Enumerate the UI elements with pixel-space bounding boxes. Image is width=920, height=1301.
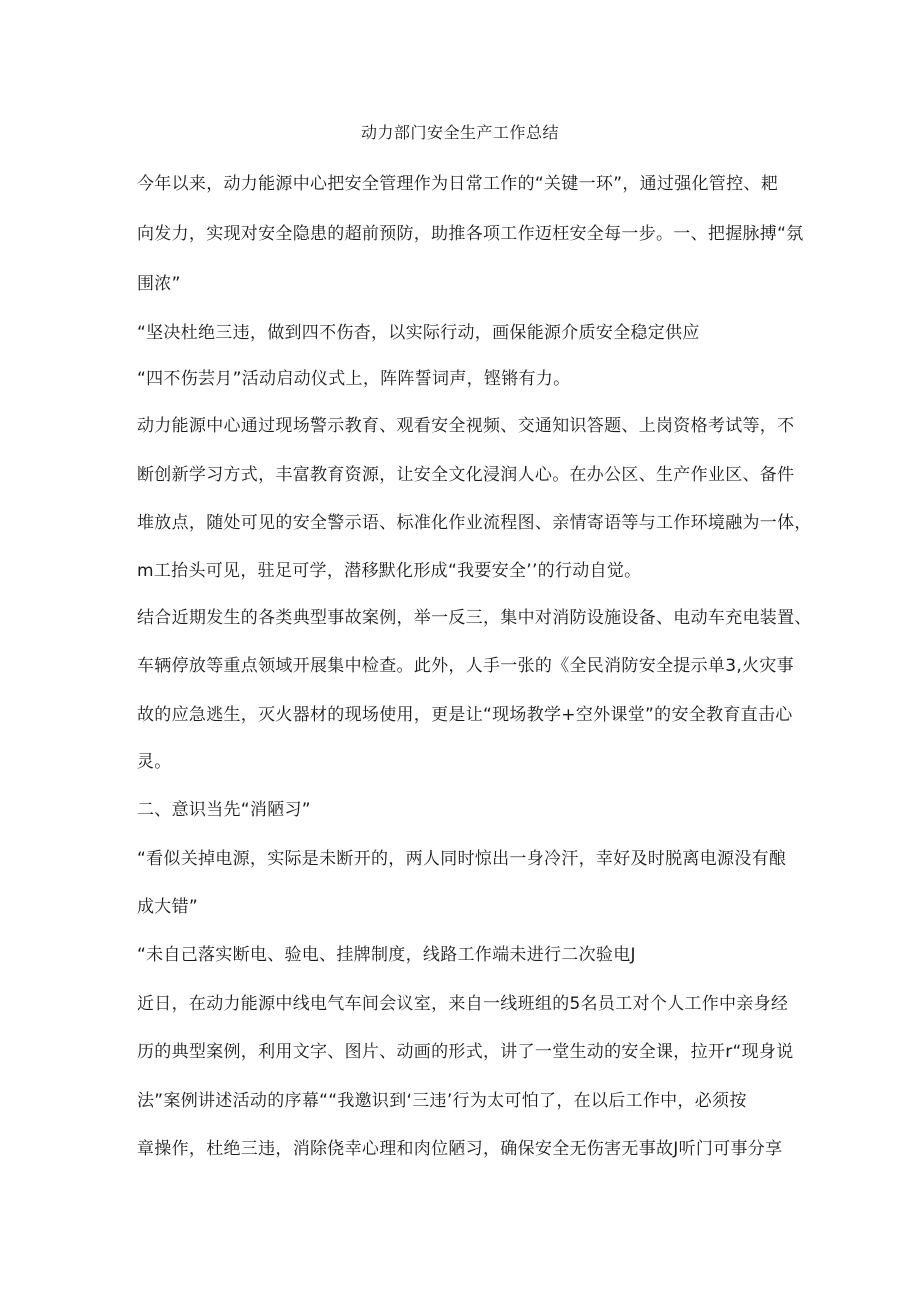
text-line: “坚决杜绝三违，做到四不伤杳，以实际行动，画保能源介质安全稳定供应 <box>137 323 700 343</box>
text-line: 章操作，杜绝三违，消除侥幸心理和肉位陋习，确保安全无伤害无事故J听门可事分享 <box>137 1139 783 1159</box>
text-line: “四不伤芸月”活动启动仪式上，阵阵誓词声，铿锵有力。 <box>137 369 571 389</box>
text-line: 车辆停放等重点领域开展集中检查。此外，人手一张的《全民消防安全提示单3,火灾事 <box>137 656 794 676</box>
text-line: 向发力，实现对安全隐患的超前预防，助推各项工作迈枉安全每一步。一、把握脉搏“氛 <box>137 224 804 244</box>
text-line: 法”案例讲述活动的序幕““我邀识到‘三违’行为太可怕了，在以后工作中，必须按 <box>137 1091 747 1111</box>
text-line: “看似关掉电源，实际是未断开的，两人同时惊出一身冷汗，幸好及时脱离电源没有酿 <box>137 849 787 869</box>
text-line: 灵。 <box>137 752 172 772</box>
section-heading: 二、意识当先“消陋习” <box>137 800 311 820</box>
text-line: m工抬头可见，驻足可学，潜移默化形成“我要安全’’的行动自觉。 <box>137 561 642 581</box>
text-line: “未自己落实断电、验电、挂牌制度，线路工作端未进行二次验电J <box>137 945 636 965</box>
text-line: 近日，在动力能源中线电气车间会议室，来自一线班组的5名员工对个人工作中亲身经 <box>137 994 789 1014</box>
text-line: 断创新学习方式，丰富教育资源，让安全文化浸润人心。在办公区、生产作业区、备件 <box>137 465 795 485</box>
text-line: 围浓” <box>137 274 181 294</box>
text-line: 历的典型案例，利用文字、图片、动画的形式，讲了一堂生动的安全课，拉开r“现身说 <box>137 1042 794 1062</box>
text-line: 动力能源中心通过现场警示教育、观看安全视频、交通知识答题、上岗资格考试等，不 <box>137 416 795 436</box>
text-line: 成大错” <box>137 897 199 917</box>
text-line: 堆放点，随处可见的安全警示语、标准化作业流程图、亲情寄语等与工作环境融为一体， <box>137 513 812 533</box>
text-line: 故的应急逃生，灭火器材的现场使用，更是让“现场教学+空外课堂”的安全教育直击心 <box>137 705 793 725</box>
text-line: 结合近期发生的各类典型事故案例，举一反三，集中对消防设施设备、电动车充电装置、 <box>137 608 812 628</box>
text-line: 今年以来，动力能源中心把安全管理作为日常工作的“关键一环”，通过强化管控、耙 <box>137 174 779 194</box>
document-title: 动力部门安全生产工作总结 <box>360 123 559 142</box>
